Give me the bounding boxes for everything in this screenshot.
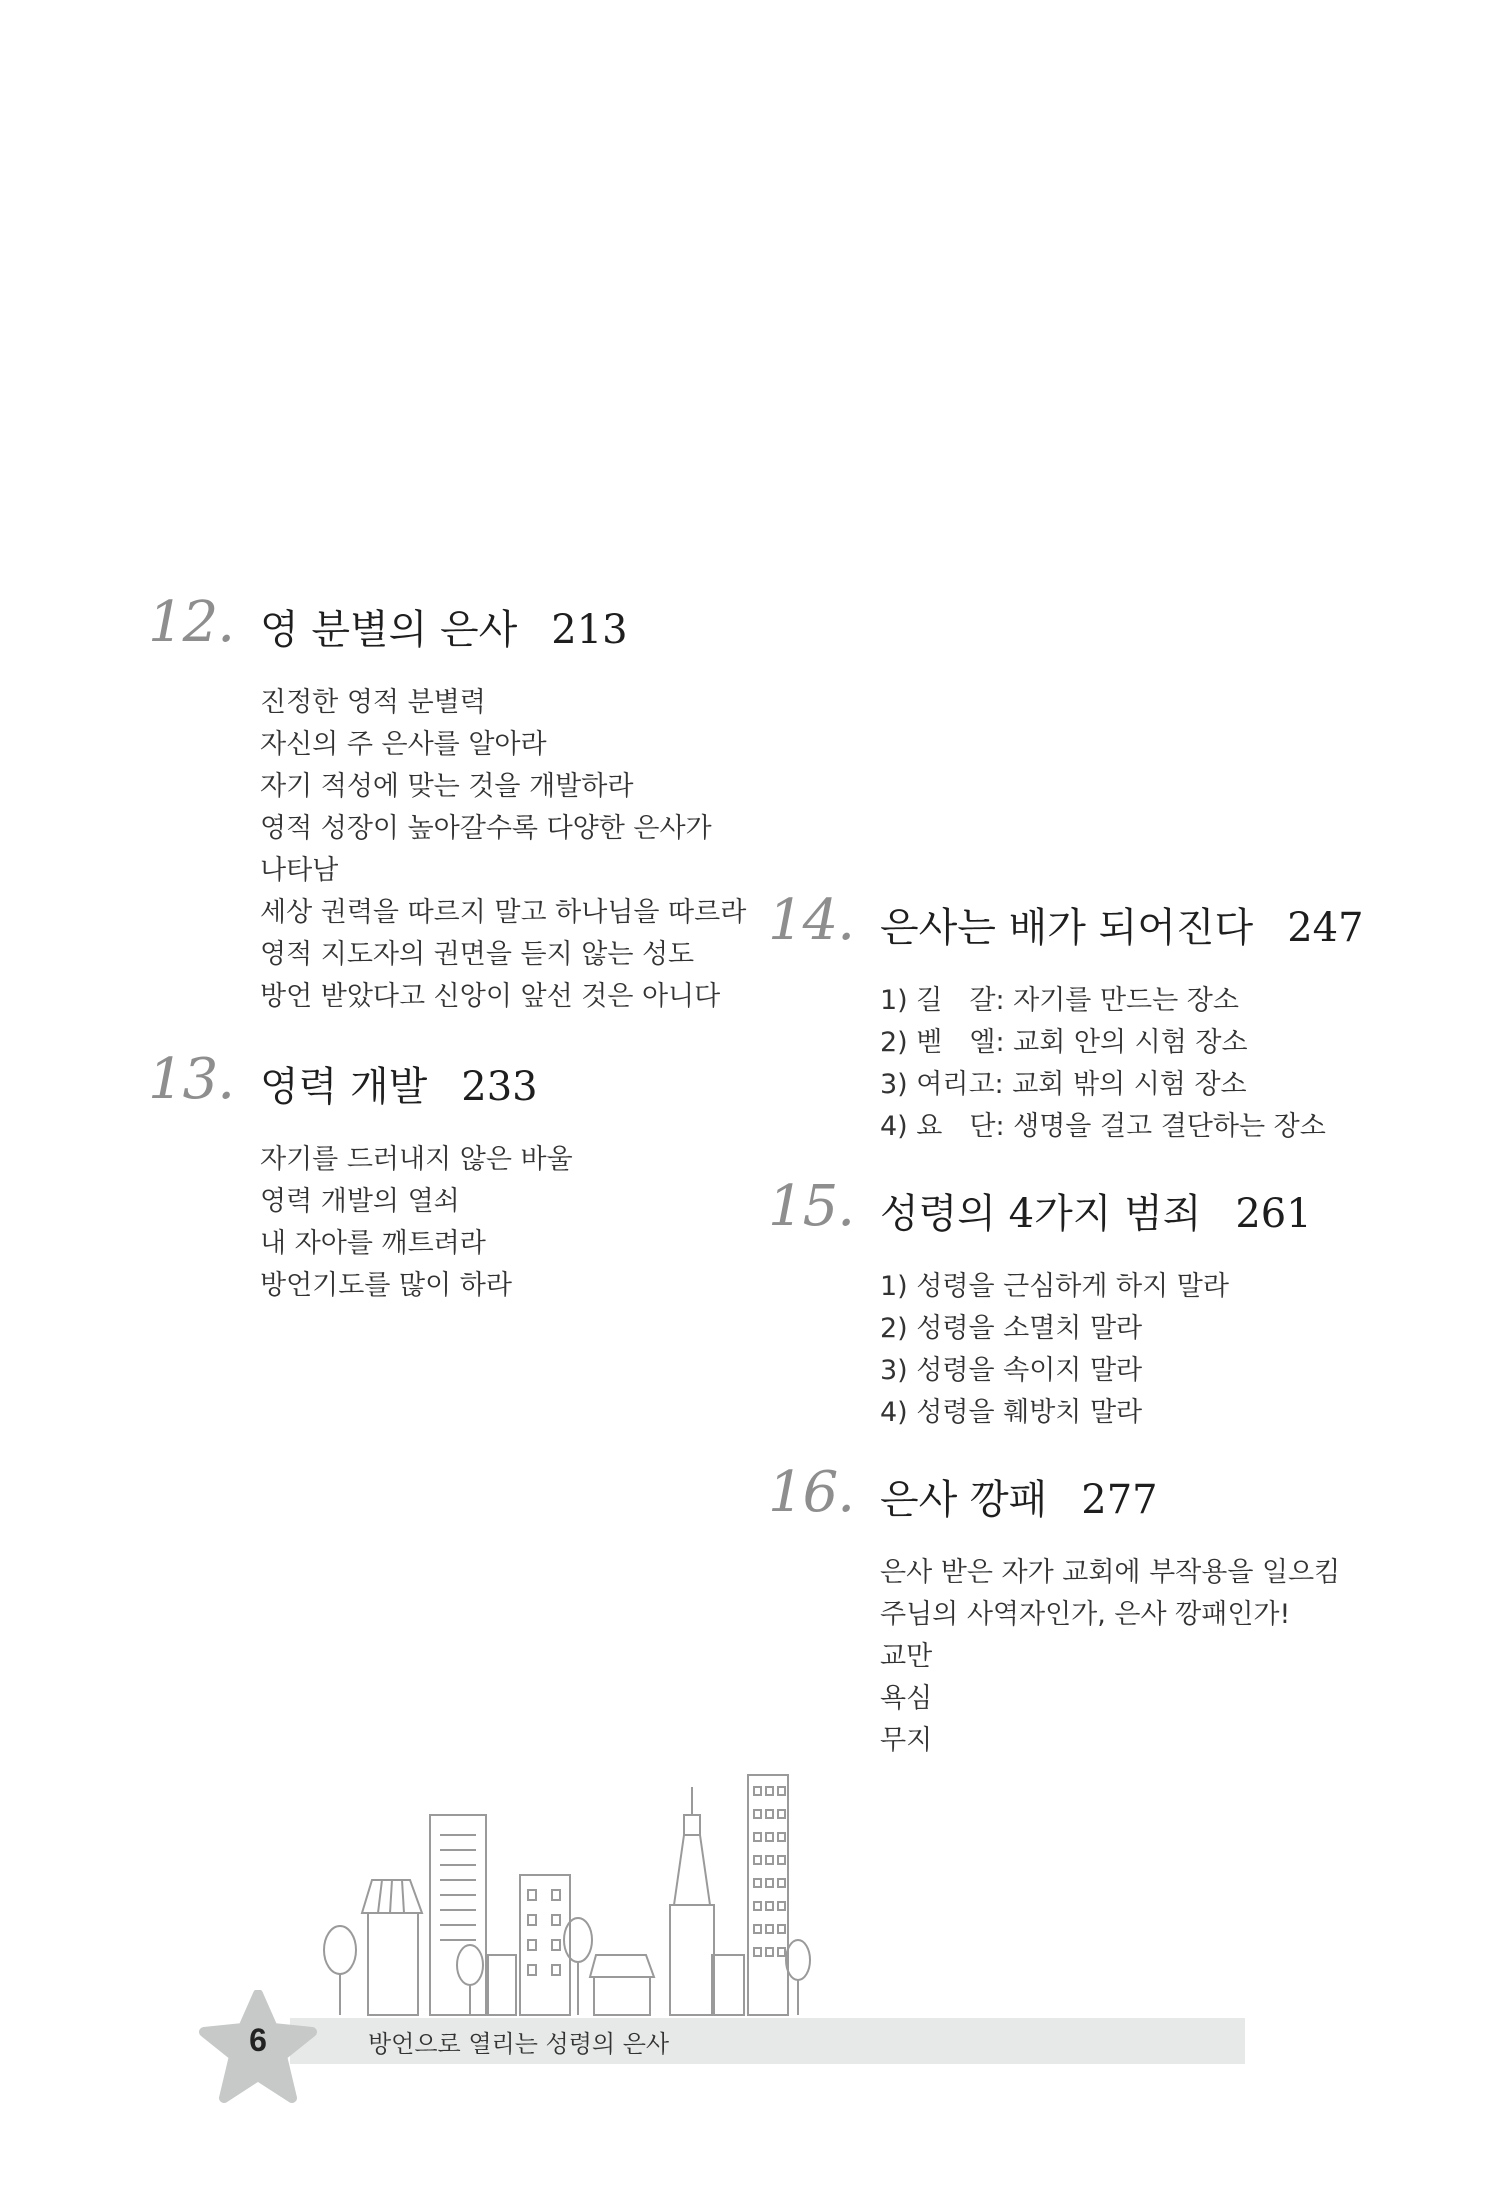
list-item: 영적 지도자의 권면을 듣지 않는 성도 [260, 939, 695, 970]
chapter-title: 은사는 배가 되어진다 [880, 905, 1254, 951]
list-item: 내 자아를 깨트려라 [260, 1228, 486, 1259]
chapter-number: 15. [768, 1174, 855, 1239]
chapter-number: 12. [148, 590, 235, 655]
list-item: 주님의 사역자인가, 은사 깡패인가! [880, 1599, 1291, 1630]
chapter-heading [880, 896, 1364, 953]
chapter-page: 233 [461, 1064, 538, 1110]
chapter-items [880, 1552, 1340, 1762]
chapter-title: 영 분별의 은사 [260, 607, 518, 653]
list-item: 자신의 주 은사를 알아라 [260, 729, 547, 760]
list-item: 3) 성령을 속이지 말라 [880, 1355, 1143, 1386]
chapter-number: 16. [768, 1460, 855, 1525]
list-item: 1) 길 갈: 자기를 만드는 장소 [880, 985, 1239, 1016]
chapter-page: 213 [551, 607, 628, 653]
list-item: 교만 [880, 1641, 933, 1672]
list-item: 세상 권력을 따르지 말고 하나님을 따르라 [260, 897, 747, 928]
list-item: 2) 성령을 소멸치 말라 [880, 1313, 1143, 1344]
list-item: 2) 벧 엘: 교회 안의 시험 장소 [880, 1027, 1248, 1058]
list-item: 은사 받은 자가 교회에 부작용을 일으킴 [880, 1557, 1341, 1588]
chapter-title: 성령의 4가지 범죄 [880, 1191, 1202, 1237]
list-item: 4) 요 단: 생명을 걸고 결단하는 장소 [880, 1111, 1326, 1142]
list-item: 1) 성령을 근심하게 하지 말라 [880, 1271, 1229, 1302]
list-item: 4) 성령을 훼방치 말라 [880, 1397, 1143, 1428]
chapter-page: 247 [1287, 905, 1364, 951]
page-number: 6 [249, 2022, 267, 2058]
chapter-items [260, 682, 746, 1018]
chapter-page: 277 [1081, 1477, 1158, 1523]
chapter-title: 은사 깡패 [880, 1477, 1048, 1523]
list-item: 욕심 [880, 1683, 933, 1714]
list-item: 방언기도를 많이 하라 [260, 1270, 512, 1301]
chapter-heading [260, 598, 628, 655]
chapter-heading [260, 1055, 538, 1112]
chapter-items [880, 980, 1326, 1148]
chapter-heading [880, 1468, 1158, 1525]
list-item: 영적 성장이 높아갈수록 다양한 은사가 [260, 813, 712, 844]
city-skyline-illustration [300, 1765, 820, 2025]
chapter-title: 영력 개발 [260, 1064, 428, 1110]
list-item: 진정한 영적 분별력 [260, 687, 486, 718]
chapter-items [260, 1139, 573, 1307]
list-item: 나타남 [260, 855, 339, 886]
chapter-heading [880, 1182, 1312, 1239]
chapter-items [880, 1266, 1229, 1434]
list-item: 자기 적성에 맞는 것을 개발하라 [260, 771, 634, 802]
footer-book-title: 방언으로 열리는 성령의 은사 [368, 2030, 670, 2058]
list-item: 자기를 드러내지 않은 바울 [260, 1144, 573, 1175]
chapter-page: 261 [1235, 1191, 1312, 1237]
chapter-number: 13. [148, 1047, 235, 1112]
list-item: 3) 여리고: 교회 밖의 시험 장소 [880, 1069, 1247, 1100]
list-item: 영력 개발의 열쇠 [260, 1186, 460, 1217]
list-item: 방언 받았다고 신앙이 앞선 것은 아니다 [260, 981, 721, 1012]
chapter-number: 14. [768, 888, 855, 953]
list-item: 무지 [880, 1725, 933, 1756]
